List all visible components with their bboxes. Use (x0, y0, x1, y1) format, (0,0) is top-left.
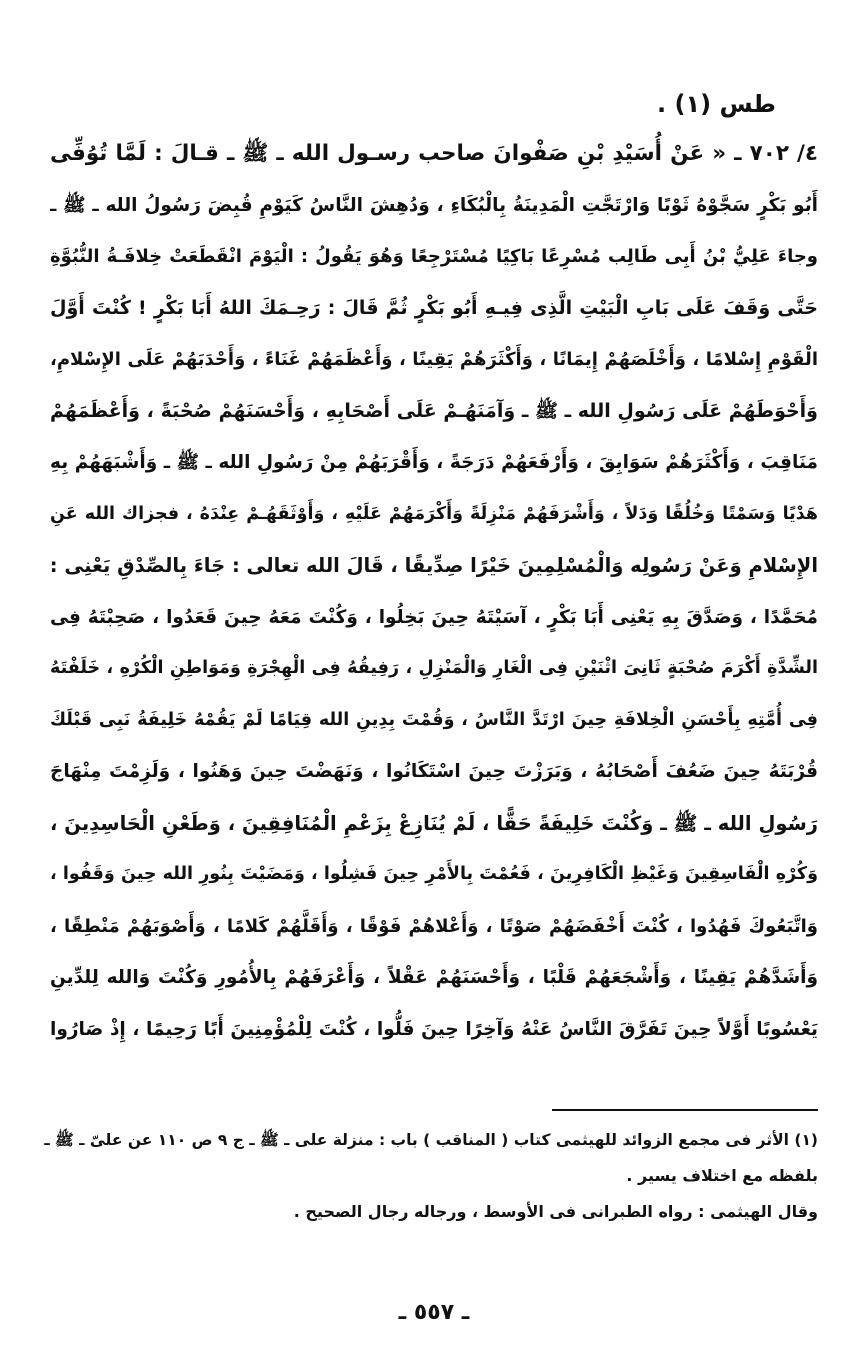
page-number: ـ ٥٥٧ ـ (398, 1300, 470, 1325)
text-line: وَكُرْهِ الْفَاسِقِينَ وَغَيْظِ الْكَافِرِينَ ، فَعُمْتَ بِالأَمْرِ حِينَ فَشِلُوا ، وَمَضَيْتَ بِنُورِ الله حِينَ وَقَفُوا ، (50, 864, 818, 884)
text-line: حَتَّى وَقَفَ عَلَى بَابِ الْبَيْتِ الَّذِى فِيـهِ أَبُو بَكْرٍ ثُمَّ قَالَ : رَحِـمَكَ اللهُ أَبَا بَكْرٍ ! كُنْتَ أَوَّلَ (50, 296, 818, 319)
footnotes (40, 1122, 818, 1230)
text-line: وَأَحْوَطَهُمْ عَلَى رَسُولِ الله ـ ﷺ ـ وَآمَنَهُـمْ عَلَى أَصْحَابِهِ ، وَأَحْسَنَهُمْ صُحْبَةً ، وَأَعْظَمَهُمْ (50, 399, 818, 422)
text-line: هَدْيًا وَسَمْتًا وَخُلُقًا وَدَلاً ، وَأَشْرَفَهُمْ مَنْزِلَةً وَأَكْرَمَهُمْ عَلَيْهِ ، وَأَوْثَقَهُـمْ عِنْدَهُ ، فجزاك الله عَنِ (50, 503, 818, 524)
footnote-line: بلفظه مع اختلاف يسير . (626, 1166, 818, 1185)
hadith-text (50, 128, 818, 1055)
text-line: الإِسْلامِ وَعَنْ رَسُولِه وَالْمُسْلِمِينَ خَيْرًا صِدِّيقًا ، قَالَ الله تعالى : جَاءَ بِالصِّدْقِ يَعْنِى : (50, 554, 818, 577)
footnote-line: وقال الهيثمى : رواه الطبرانى فى الأوسط ، ورجاله رجال الصحيح . (293, 1202, 818, 1221)
text-line: يَعْسُوبًا أَوَّلاً حِينَ تَفَرَّقَ النَّاسُ عَنْهُ وَآخِرًا حِينَ فَلُّوا ، كُنْتَ لِلْمُؤْمِنِينَ أَبًا رَحِيمًا ، إِذْ صَارُوا (50, 1018, 818, 1040)
text-line: الْقَوْمِ إِسْلامًا ، وَأَخْلَصَهُمْ إِيمَانًا ، وَأَكْثَرَهُمْ يَقِينًا ، وَأَعْظَمَهُمْ غَنَاءً ، وَأَحْدَبَهُمْ عَلَى الإِسْلامِ، (50, 349, 818, 370)
text-line: الشِّدَّةِ أَكْرَمَ صُحْبَةٍ ثَانِىَ اثْنَيْنِ فِى الْغَارِ وَالْمَنْزِلِ ، رَفِيقُهُ فِى الْهِجْرَةِ وَمَوَاطِنِ الْكُرْهِ ، خَلَفْتَهُ (50, 658, 818, 678)
text-line: ٤/ ٧٠٢ ـ « عَنْ أُسَيْدِ بْنِ صَفْوانَ صاحب رسـول الله ـ ﷺ ـ قـالَ : لَمَّا تُوُفِّى (50, 141, 818, 166)
text-line: مَنَاقِبَ ، وَأَكْثَرَهُمْ سَوَابِقَ ، وَأَرْفَعَهُمْ دَرَجَةً ، وَأَقْرَبَهُمْ مِنْ رَسُولِ الله ـ ﷺ ـ وَأَشْبَهَهُمْ بِهِ (50, 452, 818, 473)
text-line: وَأَشَدَّهُمْ يَقِينًا ، وَأَشْجَعَهُمْ قَلْبًا ، وَأَحْسَنَهُمْ عَقْلاً ، وَأَعْرَفَهُمْ بِالأُمُورِ وَكُنْتَ وَالله لِلدِّينِ (50, 967, 818, 988)
text-line: رَسُولِ الله ـ ﷺ ـ وَكُنْتَ خَلِيفَةً حَقًّا ، لَمْ يُنَازِعْ بِزَعْمِ الْمُنَافِقِينَ ، وَطَعْنِ الْحَاسِدِينَ ، (50, 811, 818, 835)
footnote-divider (552, 1109, 818, 1111)
text-line: مُحَمَّدًا ، وَصَدَّقَ بِهِ يَعْنِى أَبَا بَكْرٍ ، آسَيْتَهُ حِينَ بَخِلُوا ، وَكُنْتَ مَعَهُ حِينَ قَعَدُوا ، صَحِبْتَهُ فِى (50, 606, 818, 628)
text-line: فِى أُمَّتِهِ بِأَحْسَنِ الْخِلافَةِ حِينَ ارْتَدَّ النَّاسُ ، وَقُمْتَ بِدِينِ الله قِيَامًا لَمْ يَقُمْهُ خَلِيفَةُ نَبِى قَبْلَكَ (50, 709, 818, 730)
continuation-line: طس (١) . (657, 90, 776, 118)
text-line: وَاتَّبَعُوكَ فَهُدُوا ، كُنْتَ أَخْفَضَهُمْ صَوْتًا ، وَأَعْلاهُمْ فَوْقًا ، وَأَقَلَّهُمْ كَلامًا ، وَأَصْوَبَهُمْ مَنْطِقًا ، (50, 915, 818, 937)
text-line: وجاءَ عَلِيُّ بْنُ أَبِى طَالِب مُسْرِعًا بَاكِيًا مُسْتَرْجِعًا وَهُوَ يَقُولُ : الْيَوْمَ انْقَطَعَتْ خِلافَـةُ النُّبُوَّةِ (50, 246, 818, 267)
text-line: قُرْبَتَهُ حِينَ ضَعُفَ أَصْحَابُهُ ، وَبَرَزْتَ حِينَ اسْتَكَانُوا ، وَنَهَضْتَ حِينَ وَهَنُوا ، وَلَزِمْتَ مِنْهَاجَ (50, 761, 818, 782)
text-line: أَبُو بَكْرٍ سَجَّوْهُ ثَوْبًا وَارْتَجَّتِ الْمَدِينَةُ بِالْبُكَاءِ ، وَدُهِشَ النَّاسُ كَيَوْمِ قُبِضَ رَسُولُ الله ـ ﷺ ـ (50, 194, 818, 216)
footnote-line: (١) الأثر فى مجمع الزوائد للهيثمى كتاب ( المناقب ) باب : منزلة على ـ ﷺ ـ ج ٩ ص ١١٠ عن علىّ ـ ﷺ ـ (44, 1131, 818, 1149)
